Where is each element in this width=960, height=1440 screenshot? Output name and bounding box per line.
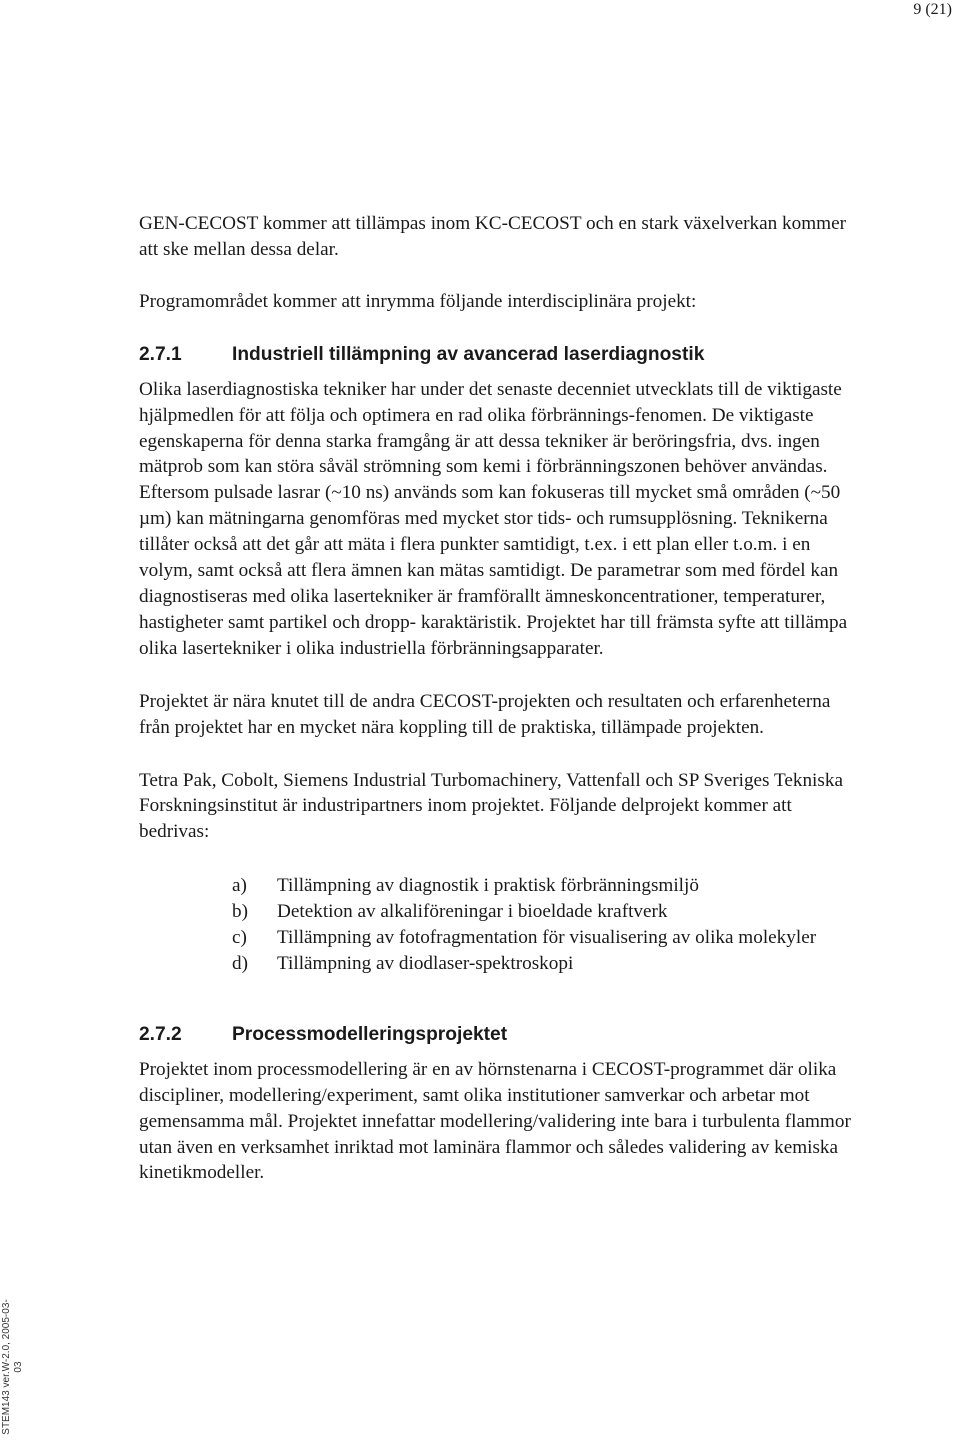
- section-heading-2-7-2: [139, 1023, 855, 1047]
- list-item-text: Tillämpning av diodlaser-spektroskopi: [277, 952, 574, 974]
- section-heading-2-7-1: [139, 343, 855, 367]
- list-marker: a): [232, 875, 247, 897]
- document-version-footer: STEM143 ver.W-2.0, 2005-03-03: [1, 1299, 24, 1435]
- list-item-text: Tillämpning av fotofragmentation för visualisering av olika molekyler: [277, 927, 817, 949]
- section-1-paragraph-2: Projektet är nära knutet till de andra CECOST-projekten och resultaten och erfarenheterna från projektet har en mycket nära koppling till de praktiska, tillämpade projekten.: [139, 690, 831, 738]
- section-2-paragraph-1: Projektet inom processmodellering är en av hörnstenarna i CECOST-programmet där olika discipliner, modellering/experiment, samt olika institutioner samverkar och arbetar mot gemensamma mål. Projektet innefattar modellering/validering inte bara i turbulenta flammor utan även en verksamhet inriktad mot laminära flammor och således validering av kemiska kinetikmodeller.: [139, 1058, 851, 1184]
- list-item: [232, 873, 855, 899]
- section-title: Processmodelleringsprojektet: [232, 1023, 508, 1045]
- section-number: 2.7.1: [139, 343, 182, 365]
- list-item: [232, 925, 855, 951]
- section-title: Industriell tillämpning av avancerad laserdiagnostik: [232, 343, 705, 365]
- list-item: [232, 899, 855, 925]
- document-body: [139, 211, 855, 1186]
- intro-paragraph-1: GEN-CECOST kommer att tillämpas inom KC-CECOST och en stark växelverkan kommer att ske mellan dessa delar.: [139, 213, 846, 260]
- section-number: 2.7.2: [139, 1023, 182, 1045]
- list-marker: d): [232, 952, 248, 974]
- list-item-text: Tillämpning av diagnostik i praktisk förbränningsmiljö: [277, 875, 699, 897]
- page-number: 9 (21): [913, 1, 952, 18]
- section-1-paragraph-1: Olika laserdiagnostiska tekniker har under det senaste decenniet utvecklats till de viktigaste hjälpmedlen för att följa och optimera en rad olika förbrännings-fenomen. De viktigaste egenskaperna för denna starka framgång är att dessa tekniker är beröringsfria, dvs. ingen mätprob som kan störa såväl strömning som kemi i förbränningszonen behöver användas. Eftersom pulsade lasrar (~10 ns) används som kan fokuseras till mycket små områden (~50 µm) kan mätningarna genomföras med mycket stor tids- och rumsupplösning. Teknikerna tillåter också att det går att mäta i flera punkter samtidigt, t.ex. i ett plan eller t.o.m. i en volym, samt också att flera ämnen kan mätas samtidigt. De parametrar som med fördel kan diagnostiseras med olika lasertekniker är framförallt ämneskoncentrationer, temperaturer, hastigheter samt partikel och dropp- karaktäristik. Projektet har till främsta syfte att tillämpa olika lasertekniker i olika industriella förbränningsapparater.: [139, 378, 848, 659]
- intro-paragraph-2: Programområdet kommer att inrymma följande interdisciplinära projekt:: [139, 290, 697, 312]
- list-marker: c): [232, 927, 247, 949]
- list-marker: b): [232, 901, 248, 923]
- list-item-text: Detektion av alkaliföreningar i bioeldade kraftverk: [277, 901, 668, 923]
- section-1-paragraph-3: Tetra Pak, Cobolt, Siemens Industrial Turbomachinery, Vattenfall och SP Sveriges Tekniska Forskningsinstitut är industripartners inom projektet. Följande delprojekt kommer att bedrivas:: [139, 769, 843, 843]
- subproject-list: [232, 873, 855, 977]
- list-item: [232, 951, 855, 977]
